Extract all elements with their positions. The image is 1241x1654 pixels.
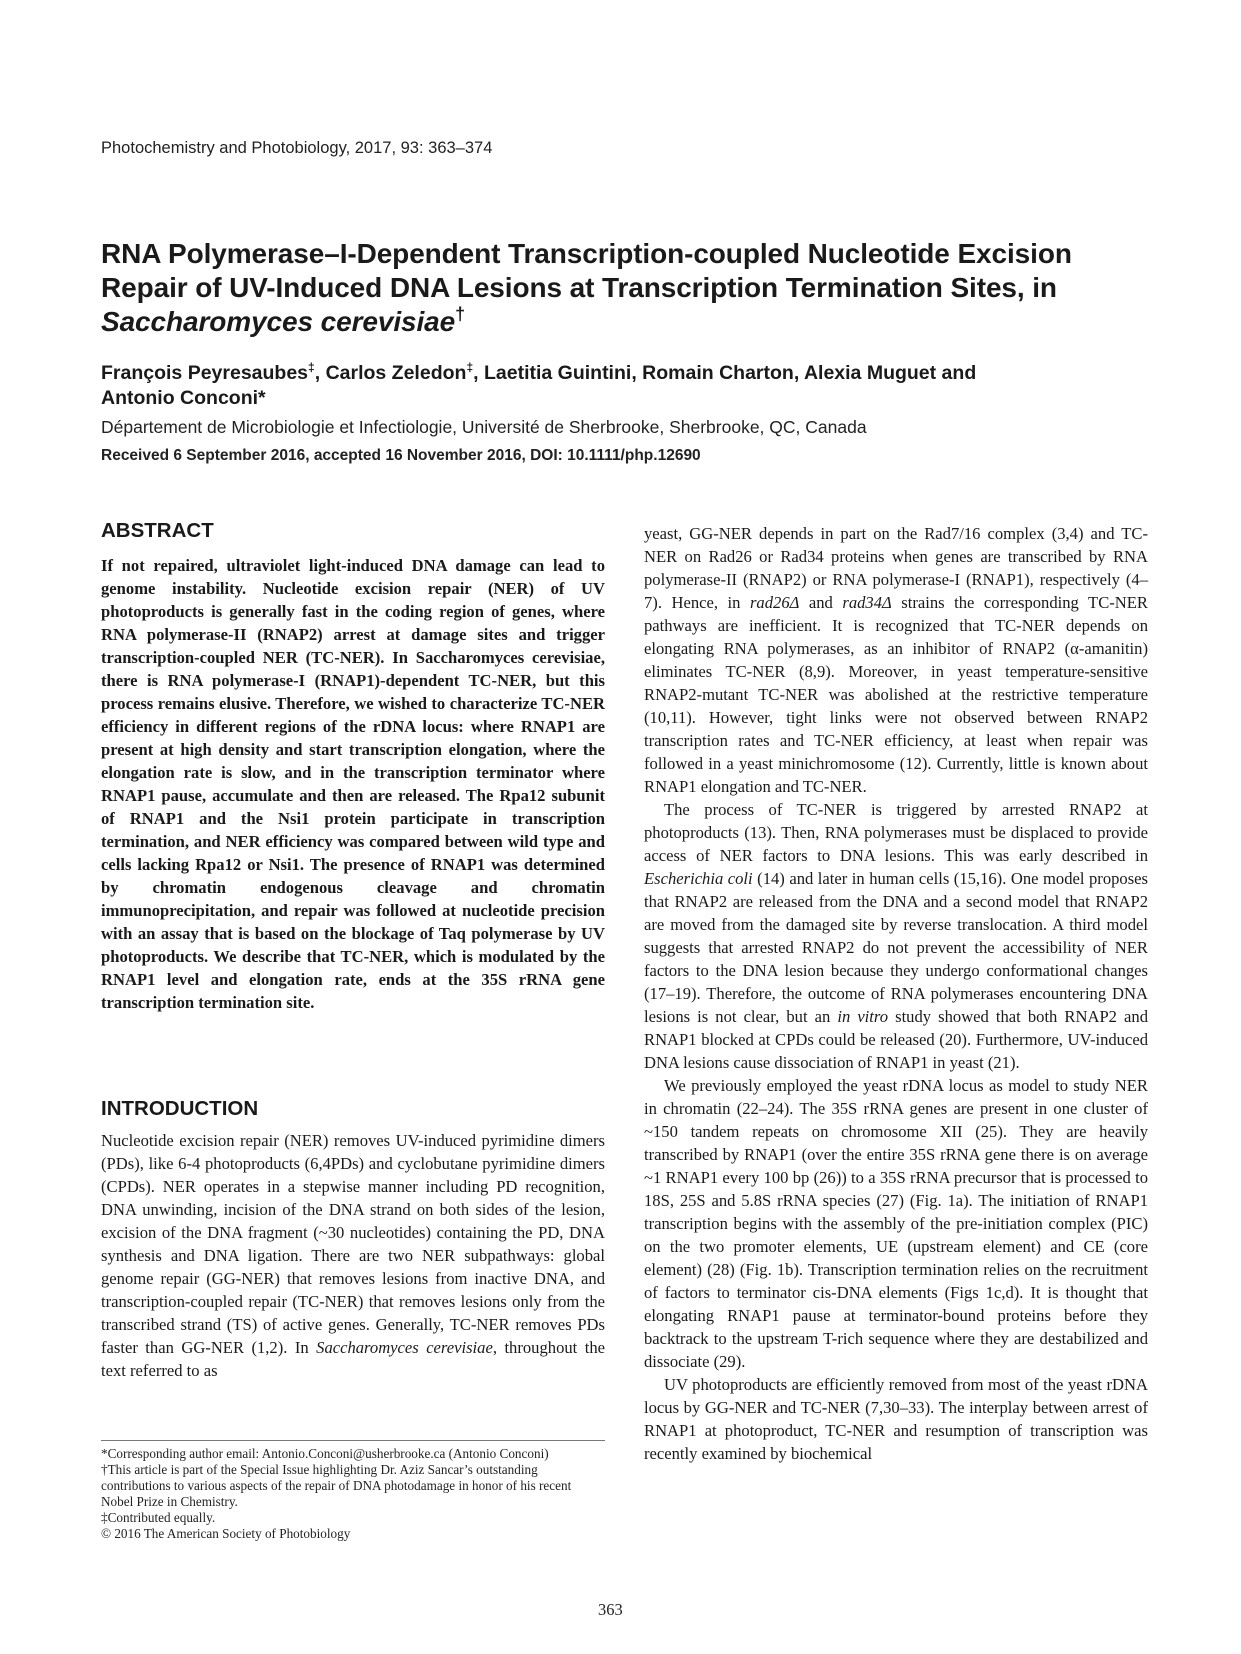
intro-species: Saccharomyces cerevisiae [316,1338,493,1357]
received-dates-doi: Received 6 September 2016, accepted 16 November 2016, DOI: 10.1111/php.12690 [101,447,701,464]
author: Romain Charton [642,362,794,384]
right-column [644,522,1148,1465]
journal-citation: Photochemistry and Photobiology, 2017, 93: 363–374 [101,139,493,157]
author: Carlos Zeledon [325,362,467,384]
article-title [101,237,1161,339]
intro-paragraph: We previously employed the yeast rDNA locus as model to study NER in chromatin (22–24). The 35S rRNA genes are present in one cluster of ~150 tandem repeats on chromosome XII (25). They are heavily transcribed by RNAP1 (over the entire 35S rRNA gene there is on average ~1 RNAP1 every 100 bp (26)) to a 35S rRNA precursor that is processed to 18S, 25S and 5.8S rRNA species (27) (Fig. 1a). The initiation of RNAP1 transcription begins with the assembly of the pre-initiation complex (PIC) on the two promoter elements, UE (upstream element) and CE (core element) (28) (Fig. 1b). Transcription termination relies on the recruitment of factors to terminator cis-DNA elements (Figs 1c,d). It is thought that elongating RNAP1 pause at terminator-bound proteins before they backtrack to the upstream T-rich sequence where they are destabilized and dissociate (29). [644,1076,1148,1371]
species-name: Escherichia coli [644,869,753,888]
footnotes [101,1446,606,1542]
author: Antonio Conconi* [101,387,266,409]
intro-text: Nucleotide excision repair (NER) removes UV-induced pyrimidine dimers (PDs), like 6-4 photoproducts (6,4PDs) and cyclobutane pyrimidine dimers (CPDs). NER operates in a stepwise manner including PD recognition, DNA unwinding, incision of the DNA strand on both sides of the lesion, excision of the DNA fragment (~30 nucleotides) containing the PD, DNA synthesis and DNA ligation. There are two NER subpathways: global genome repair (GG-NER) that removes lesions from inactive DNA, and transcription-coupled repair (TC-NER) that removes lesions only from the transcribed strand (TS) of active genes. Generally, TC-NER removes PDs faster than GG-NER (1,2). In [101,1131,605,1357]
footnote-corresponding-author: *Corresponding author email: Antonio.Conconi@usherbrooke.ca (Antonio Conconi) [101,1446,549,1461]
intro-paragraph [644,522,1148,798]
latin-term: in vitro [837,1007,889,1026]
author-separator: and [936,362,977,384]
abstract-paragraph: If not repaired, ultraviolet light-induced DNA damage can lead to genome instability. Nucleotide excision repair (NER) of UV photoproducts is generally fast in the coding region of genes, where RNA polymerase-II (RNAP2) arrest at damage sites and trigger transcription-coupled NER (TC-NER). In Saccharomyces cerevisiae, there is RNA polymerase-I (RNAP1)-dependent TC-NER, but this process remains elusive. Therefore, we wished to characterize TC-NER efficiency in different regions of the rDNA locus: where RNAP1 are present at high density and start transcription elongation, where the elongation rate is slow, and in the transcription terminator where RNAP1 pause, accumulate and then are released. The Rpa12 subunit of RNAP1 and the Nsi1 protein participate in transcription termination, and NER efficiency was compared between wild type and cells lacking Rpa12 or Nsi1. The presence of RNAP1 was determined by chromatin endogenous cleavage and chromatin immunoprecipitation, and repair was followed at nucleotide precision with an assay that is based on the blockage of Taq polymerase by UV photoproducts. We describe that TC-NER, which is modulated by the RNAP1 level and elongation rate, ends at the 35S rRNA gene transcription termination site. [101,556,605,1012]
paragraph-text: strains the corresponding TC-NER pathways are inefficient. It is recognized that TC-NER depends on elongating RNA polymerases, as an inhibitor of RNAP2 (α-amanitin) eliminates TC-NER (8,9). Moreover, in yeast temperature-sensitive RNAP2-mutant TC-NER was abolished at the restrictive temperature (10,11). However, tight links were not observed between RNAP2 transcription rates and TC-NER efficiency, at least when repair was followed in a yeast minichromosome (12). Currently, little is known about RNAP1 elongation and TC-NER. [644,593,1148,796]
paragraph-text: and [799,593,843,612]
footnote-special-issue: †This article is part of the Special Issue highlighting Dr. Aziz Sancar’s outstanding contributions to various aspects of the repair of DNA photodamage in honor of his recent Nobel Prize in Chemistry. [101,1462,572,1509]
abstract-text [101,554,605,1014]
footnote-copyright: © 2016 The American Society of Photobiology [101,1526,351,1541]
author: Laetitia Guintini [483,362,632,384]
author-list [101,361,1141,411]
author-separator: , [473,362,484,384]
gene-name: rad26Δ [749,593,800,612]
page-number: 363 [598,1600,623,1619]
author-separator: , [793,362,804,384]
paragraph-text: The process of TC-NER is triggered by arrested RNAP2 at photoproducts (13). Then, RNA polymerases must be displaced to provide access of NER factors to DNA lesions. This was early described in [644,800,1148,865]
author-mark: ‡ [308,360,315,375]
paragraph-text: yeast, GG-NER depends in part on the Rad7/16 complex (3,4) and TC-NER on Rad26 or Rad34 proteins when genes are transcribed by RNA polymerase-II (RNAP2) or RNA polymerase-I (RNAP1), respectively (4–7). Hence, in [644,524,1148,612]
abstract-heading: ABSTRACT [101,519,214,542]
intro-paragraph [101,1129,605,1382]
title-main: RNA Polymerase–I-Dependent Transcription-coupled Nucleotide Excision Repair of UV-Induced DNA Lesions at Transcription Termination Sites, in [101,238,1072,303]
intro-paragraph: UV photoproducts are efficiently removed from most of the yeast rDNA locus by GG-NER and TC-NER (7,30–33). The interplay between arrest of RNAP1 at photoproduct, TC-NER and resumption of transcription was recently examined by biochemical [644,1375,1148,1463]
title-footnote-mark: † [455,304,466,324]
introduction-heading: INTRODUCTION [101,1097,259,1120]
author-mark: ‡ [466,360,474,375]
paragraph-text: (14) and later in human cells (15,16). One model proposes that RNAP2 are released from the DNA and a second model that RNAP2 are moved from the damaged site by reverse translocation. A third model suggests that arrested RNAP2 do not prevent the accessibility of NER factors to the DNA lesion because they undergo conformational changes (17–19). Therefore, the outcome of RNA polymerases encountering DNA lesions is not clear, but an [644,869,1148,1026]
author: François Peyresaubes [101,362,309,384]
author-separator: , [314,362,326,384]
title-species: Saccharomyces cerevisiae [101,306,456,337]
affiliation: Département de Microbiologie et Infectiologie, Université de Sherbrooke, Sherbrooke, QC, Canada [101,417,867,437]
gene-name: rad34Δ [842,593,892,612]
paragraph-text: study showed that both RNAP2 and RNAP1 blocked at CPDs could be released (20). Furthermore, UV-induced DNA lesions cause dissociation of RNAP1 in yeast (21). [644,1007,1148,1072]
footnote-equal-contribution: ‡Contributed equally. [101,1510,216,1525]
intro-text-tail: , throughout the text referred to as [101,1338,605,1380]
intro-paragraph [644,798,1148,1074]
author-separator: , [631,362,643,384]
introduction-left-column [101,1129,605,1382]
author: Alexia Muguet [803,362,937,384]
footnote-divider [101,1440,605,1441]
